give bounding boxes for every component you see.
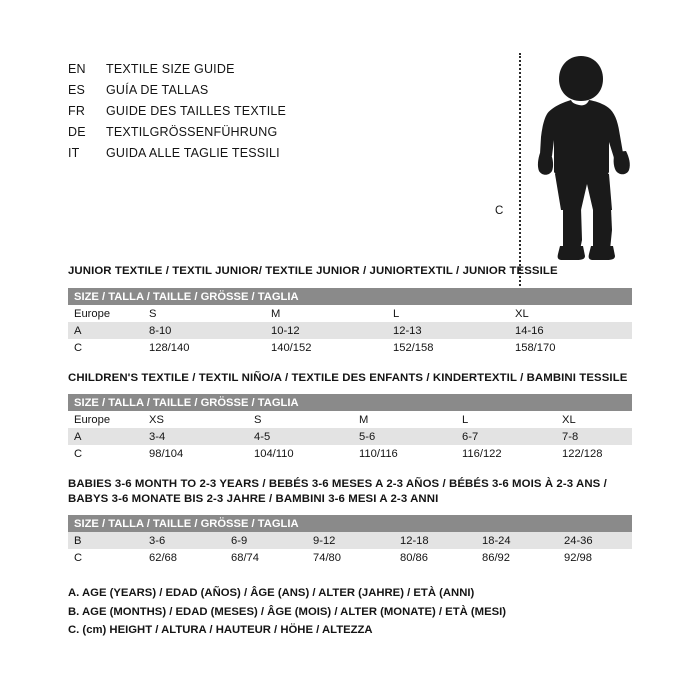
language-text-de: TEXTILGRÖSSENFÜHRUNG bbox=[106, 125, 278, 139]
child-silhouette-icon bbox=[535, 50, 645, 265]
children-size-header-label: SIZE / TALLA / TAILLE / GRÖSSE / TAGLIA bbox=[68, 394, 632, 411]
section-title-junior: JUNIOR TEXTILE / TEXTIL JUNIOR/ TEXTILE JUNIOR / JUNIORTEXTIL / JUNIOR TESSILE bbox=[68, 265, 558, 277]
language-row-es bbox=[68, 83, 398, 104]
table-header-row bbox=[68, 394, 632, 411]
children-height-xs: 98/104 bbox=[149, 445, 254, 462]
children-row-label-c: C bbox=[68, 445, 149, 462]
language-code-de: DE bbox=[68, 125, 86, 139]
junior-row-label-europe: Europe bbox=[68, 305, 149, 322]
legend-item-b: B. AGE (MONTHS) / EDAD (MESES) / ÂGE (MOIS) / ALTER (MONATE) / ETÀ (MESI) bbox=[68, 605, 507, 618]
children-row-label-europe: Europe bbox=[68, 411, 149, 428]
language-text-en: TEXTILE SIZE GUIDE bbox=[106, 62, 235, 76]
babies-height-9-12: 74/80 bbox=[313, 549, 400, 566]
legend-item-a: A. AGE (YEARS) / EDAD (AÑOS) / ÂGE (ANS) / ALTER (JAHRE) / ETÀ (ANNI) bbox=[68, 587, 475, 599]
children-height-s: 104/110 bbox=[254, 445, 359, 462]
language-code-it: IT bbox=[68, 146, 80, 160]
junior-age-m: 10-12 bbox=[271, 322, 393, 339]
section-title-children: CHILDREN'S TEXTILE / TEXTIL NIÑO/A / TEXTILE DES ENFANTS / KINDERTEXTIL / BAMBINI TESSILE bbox=[68, 372, 628, 384]
table-row bbox=[68, 322, 632, 339]
babies-height-18-24: 86/92 bbox=[482, 549, 564, 566]
babies-months-12-18: 12-18 bbox=[400, 532, 482, 549]
language-text-es: GUÍA DE TALLAS bbox=[106, 83, 209, 97]
junior-europe-l: L bbox=[393, 305, 515, 322]
table-header-row bbox=[68, 288, 632, 305]
babies-height-12-18: 80/86 bbox=[400, 549, 482, 566]
children-age-m: 5-6 bbox=[359, 428, 462, 445]
junior-height-l: 152/158 bbox=[393, 339, 515, 356]
height-measure-label: C bbox=[495, 205, 504, 217]
children-row-label-a: A bbox=[68, 428, 149, 445]
children-size-table bbox=[68, 394, 632, 462]
children-age-xs: 3-4 bbox=[149, 428, 254, 445]
height-dotted-line bbox=[519, 53, 521, 293]
junior-europe-m: M bbox=[271, 305, 393, 322]
junior-row-label-c: C bbox=[68, 339, 149, 356]
babies-size-header-label: SIZE / TALLA / TAILLE / GRÖSSE / TAGLIA bbox=[68, 515, 632, 532]
section-title-babies: BABIES 3-6 MONTH TO 2-3 YEARS / BEBÉS 3-6 MESES A 2-3 AÑOS / BÉBÉS 3-6 MOIS À 2-3 ANS / BABYS 3-6 MONATE BIS 2-3 JAHRE / BAMBINI 3-6 MESI A 2-3 ANNI bbox=[68, 478, 607, 505]
babies-height-3-6: 62/68 bbox=[149, 549, 231, 566]
junior-age-s: 8-10 bbox=[149, 322, 271, 339]
language-text-fr: GUIDE DES TAILLES TEXTILE bbox=[106, 104, 287, 118]
language-row-en bbox=[68, 62, 398, 83]
table-row bbox=[68, 411, 632, 428]
table-row bbox=[68, 445, 632, 462]
junior-age-xl: 14-16 bbox=[515, 322, 632, 339]
language-text-it: GUIDA ALLE TAGLIE TESSILI bbox=[106, 146, 280, 160]
language-row-fr bbox=[68, 104, 398, 125]
legend-item-c: C. (cm) HEIGHT / ALTURA / HAUTEUR / HÖHE / ALTEZZA bbox=[68, 624, 373, 636]
junior-europe-xl: XL bbox=[515, 305, 632, 322]
junior-age-l: 12-13 bbox=[393, 322, 515, 339]
junior-height-m: 140/152 bbox=[271, 339, 393, 356]
children-europe-m: M bbox=[359, 411, 462, 428]
babies-height-6-9: 68/74 bbox=[231, 549, 313, 566]
height-figure bbox=[495, 45, 665, 260]
children-height-m: 110/116 bbox=[359, 445, 462, 462]
junior-height-xl: 158/170 bbox=[515, 339, 632, 356]
children-europe-xs: XS bbox=[149, 411, 254, 428]
table-row bbox=[68, 339, 632, 356]
language-code-es: ES bbox=[68, 83, 86, 97]
junior-size-header-label: SIZE / TALLA / TAILLE / GRÖSSE / TAGLIA bbox=[68, 288, 632, 305]
language-row-de bbox=[68, 125, 398, 146]
children-europe-l: L bbox=[462, 411, 562, 428]
legend bbox=[68, 584, 506, 640]
children-europe-xl: XL bbox=[562, 411, 632, 428]
language-code-fr: FR bbox=[68, 104, 86, 118]
babies-months-18-24: 18-24 bbox=[482, 532, 564, 549]
junior-row-label-a: A bbox=[68, 322, 149, 339]
children-height-xl: 122/128 bbox=[562, 445, 632, 462]
babies-months-6-9: 6-9 bbox=[231, 532, 313, 549]
language-row-it bbox=[68, 146, 398, 167]
children-age-xl: 7-8 bbox=[562, 428, 632, 445]
babies-months-9-12: 9-12 bbox=[313, 532, 400, 549]
junior-europe-s: S bbox=[149, 305, 271, 322]
babies-size-table bbox=[68, 515, 632, 566]
table-header-row bbox=[68, 515, 632, 532]
babies-height-24-36: 92/98 bbox=[564, 549, 632, 566]
language-list bbox=[68, 62, 398, 167]
junior-size-table bbox=[68, 288, 632, 356]
language-code-en: EN bbox=[68, 62, 86, 76]
babies-months-3-6: 3-6 bbox=[149, 532, 231, 549]
table-row bbox=[68, 428, 632, 445]
children-age-s: 4-5 bbox=[254, 428, 359, 445]
children-height-l: 116/122 bbox=[462, 445, 562, 462]
children-age-l: 6-7 bbox=[462, 428, 562, 445]
table-row bbox=[68, 305, 632, 322]
babies-months-24-36: 24-36 bbox=[564, 532, 632, 549]
table-row bbox=[68, 532, 632, 549]
babies-row-label-b: B bbox=[68, 532, 149, 549]
table-row bbox=[68, 549, 632, 566]
babies-row-label-c: C bbox=[68, 549, 149, 566]
junior-height-s: 128/140 bbox=[149, 339, 271, 356]
children-europe-s: S bbox=[254, 411, 359, 428]
